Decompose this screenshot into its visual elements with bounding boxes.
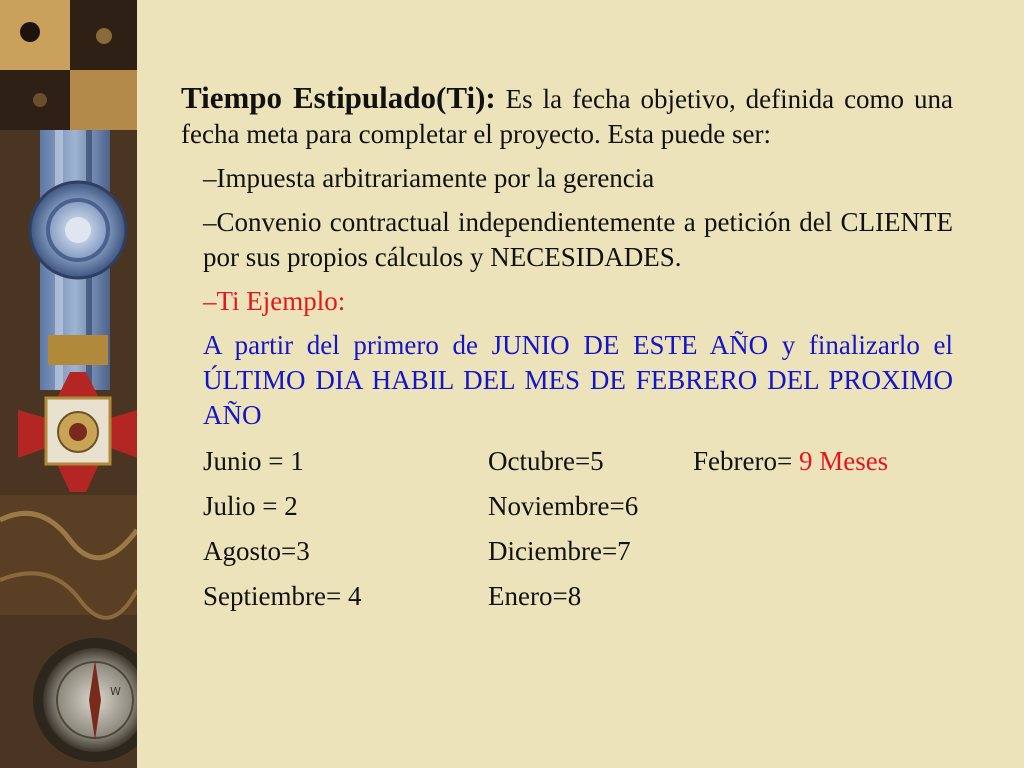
item-contract: –Convenio contractual independientemente a petición del CLIENTE por sus propios cálculos y NECESIDADES. — [203, 207, 953, 272]
month-julio: Julio = 2 — [203, 491, 298, 521]
month-row — [203, 574, 953, 619]
month-row — [203, 484, 953, 529]
definition-paragraph — [181, 80, 953, 152]
example-text: A partir del primero de JUNIO DE ESTE AÑO y finalizarlo el ÚLTIMO DIA HABIL DEL MES DE FEBRERO DEL PROXIMO AÑO — [203, 330, 953, 430]
slide-content — [181, 80, 953, 619]
month-row — [203, 439, 953, 484]
rosette-icon — [30, 182, 126, 278]
example-heading: –Ti Ejemplo: — [203, 286, 346, 316]
month-diciembre: Diciembre=7 — [488, 536, 631, 566]
total-months: 9 Meses — [798, 446, 889, 476]
month-agosto: Agosto=3 — [203, 536, 310, 566]
febrero-label: Febrero= — [693, 446, 799, 476]
term-heading: Tiempo Estipulado(Ti): — [181, 80, 496, 115]
month-septiembre: Septiembre= 4 — [203, 581, 362, 611]
month-febrero — [693, 439, 888, 484]
month-enero: Enero=8 — [488, 581, 582, 611]
chess-pattern-icon — [0, 0, 137, 130]
month-noviembre: Noviembre=6 — [488, 491, 639, 521]
month-row — [203, 529, 953, 574]
decorative-strip — [0, 0, 137, 768]
item-imposed: –Impuesta arbitrariamente por la gerencia — [203, 163, 655, 193]
month-junio: Junio = 1 — [203, 446, 304, 476]
month-octubre: Octubre=5 — [488, 446, 604, 476]
svg-text:W: W — [110, 685, 121, 698]
definition-text: Es la fecha objetivo, definida como una fecha meta para completar el proyecto. Esta puede ser: — [181, 84, 953, 149]
